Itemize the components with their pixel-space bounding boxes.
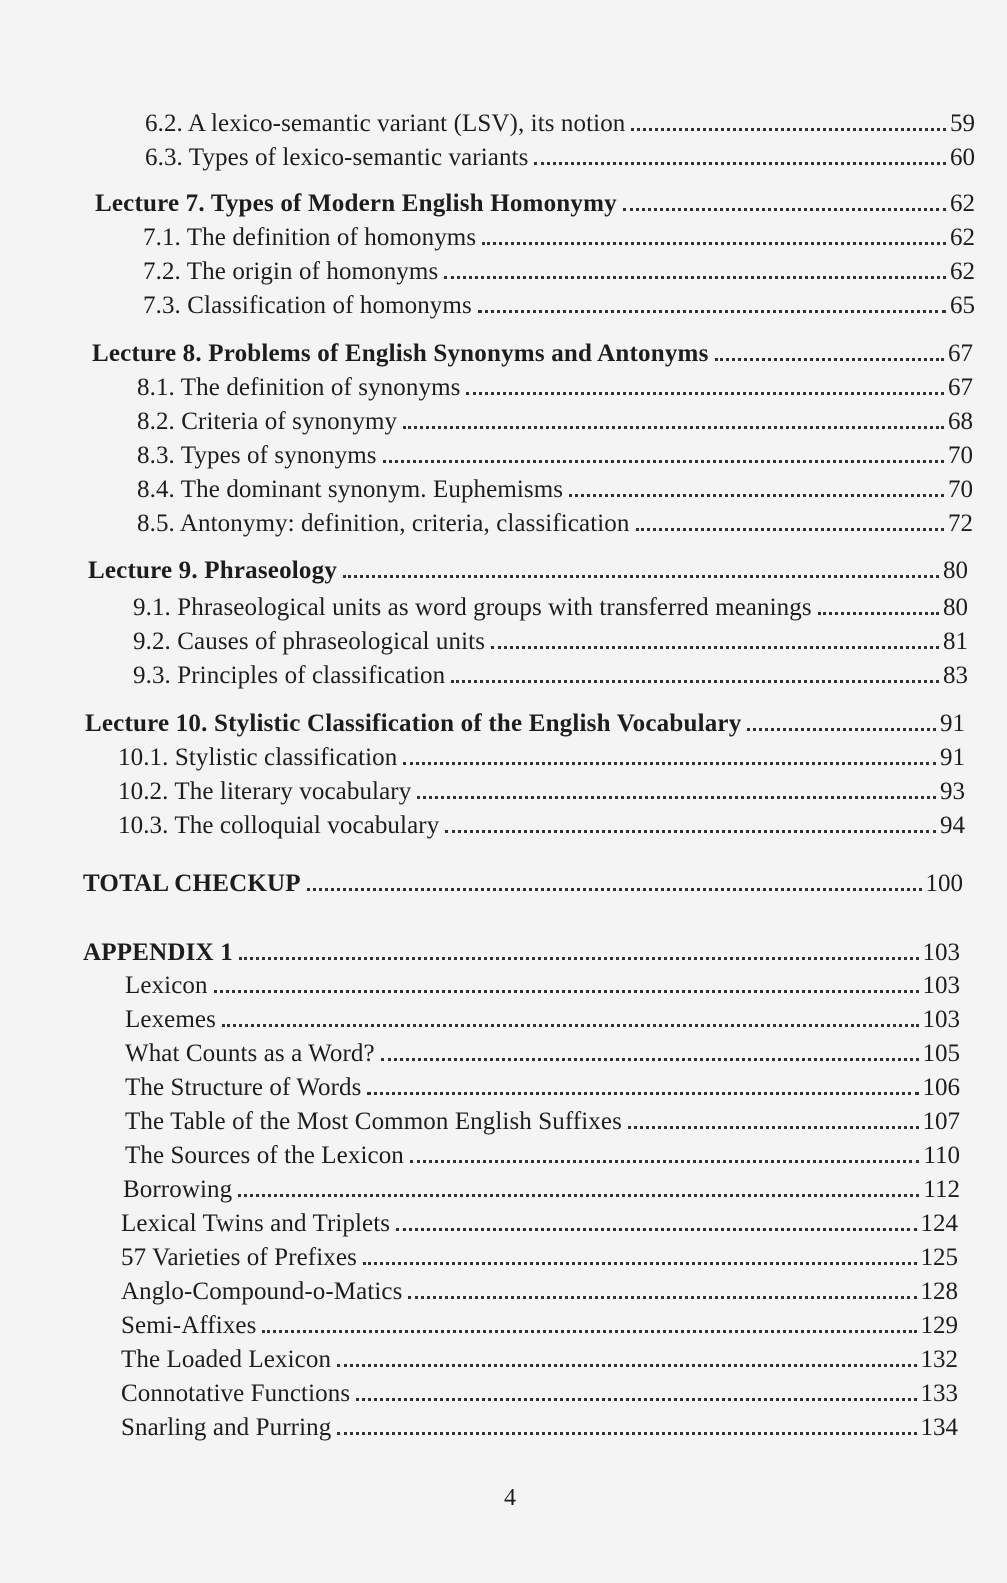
- toc-entry: [121, 1206, 958, 1239]
- toc-entry: [118, 774, 965, 807]
- toc-entry-title: Lecture 8. Problems of English Synonyms and Antonyms: [92, 340, 709, 367]
- toc-leader-dots: [343, 553, 939, 578]
- toc-entry-title: Borrowing: [123, 1176, 233, 1203]
- toc-entry-title: APPENDIX 1: [83, 939, 233, 966]
- toc-entry-title: Lecture 9. Phraseology: [88, 557, 338, 584]
- toc-leader-dots: [636, 506, 945, 531]
- toc-leader-dots: [408, 1274, 916, 1299]
- toc-entry-page: 94: [940, 812, 965, 839]
- toc-entry-title: Connotative Functions: [121, 1380, 351, 1407]
- toc-leader-dots: [569, 472, 944, 497]
- toc-entry-title: 8.4. The dominant synonym. Euphemisms: [137, 476, 564, 503]
- toc-entry-title: 9.3. Principles of classification: [133, 662, 446, 689]
- toc-entry-page: 134: [920, 1414, 958, 1441]
- toc-entry-title: Lecture 7. Types of Modern English Homonymy: [95, 190, 617, 217]
- toc-leader-dots: [367, 1070, 918, 1095]
- toc-leader-dots: [445, 808, 936, 833]
- toc-entry-page: 62: [950, 224, 975, 251]
- toc-leader-dots: [356, 1376, 916, 1401]
- toc-entry-title: 9.1. Phraseological units as word groups with transferred meanings: [133, 594, 812, 621]
- toc-entry-page: 110: [923, 1142, 960, 1169]
- toc-entry-page: 67: [948, 374, 973, 401]
- toc-entry-title: 6.3. Types of lexico-semantic variants: [145, 144, 529, 171]
- toc-leader-dots: [466, 370, 944, 395]
- toc-leader-dots: [307, 866, 922, 891]
- toc-entry: [145, 140, 975, 173]
- toc-entry: [133, 658, 968, 691]
- toc-entry: [137, 472, 973, 505]
- toc-leader-dots: [363, 1240, 917, 1265]
- toc-entry-title: 10.2. The literary vocabulary: [118, 778, 412, 805]
- toc-entry: [137, 370, 973, 403]
- toc-leader-dots: [482, 220, 946, 245]
- toc-entry-title: 8.3. Types of synonyms: [137, 442, 377, 469]
- toc-entry-page: 129: [920, 1312, 958, 1339]
- toc-entry-page: 133: [920, 1380, 958, 1407]
- toc-leader-dots: [444, 254, 946, 279]
- toc-entry-page: 103: [922, 1006, 960, 1033]
- toc-leader-dots: [238, 1172, 919, 1197]
- toc-entry-page: 103: [922, 972, 960, 999]
- toc-lecture-heading: [92, 336, 973, 369]
- toc-entry-title: TOTAL CHECKUP: [83, 870, 301, 897]
- toc-leader-dots: [818, 590, 939, 615]
- toc-section-heading: [83, 935, 960, 968]
- toc-entry: [143, 220, 975, 253]
- toc-entry: [143, 254, 975, 287]
- toc-lecture-heading: [88, 553, 968, 586]
- toc-entry-page: 91: [940, 710, 965, 737]
- toc-leader-dots: [222, 1002, 919, 1027]
- toc-entry-title: 8.2. Criteria of synonymy: [137, 408, 398, 435]
- toc-entry-title: Anglo-Compound-o-Matics: [121, 1278, 403, 1305]
- toc-entry-page: 125: [920, 1244, 958, 1271]
- toc-entry-title: The Structure of Words: [125, 1074, 362, 1101]
- toc-entry: [125, 1036, 960, 1069]
- toc-entry: [125, 1070, 960, 1103]
- toc-entry: [121, 1342, 958, 1375]
- toc-leader-dots: [239, 935, 919, 960]
- toc-entry-page: 105: [922, 1040, 960, 1067]
- toc-entry-page: 106: [922, 1074, 960, 1101]
- toc-entry-title: 8.1. The definition of synonyms: [137, 374, 461, 401]
- toc-entry-page: 70: [948, 476, 973, 503]
- toc-lecture-heading: [85, 706, 965, 739]
- toc-entry-page: 132: [920, 1346, 958, 1373]
- toc-leader-dots: [214, 968, 919, 993]
- toc-leader-dots: [337, 1342, 916, 1367]
- toc-leader-dots: [410, 1138, 920, 1163]
- toc-entry: [125, 968, 960, 1001]
- toc-entry-title: Snarling and Purring: [121, 1414, 332, 1441]
- toc-entry-page: 100: [925, 870, 963, 897]
- toc-entry-title: Lexicon: [125, 972, 208, 999]
- toc-entry: [123, 1172, 960, 1205]
- toc-entry-page: 68: [948, 408, 973, 435]
- toc-leader-dots: [396, 1206, 916, 1231]
- toc-entry: [143, 288, 975, 321]
- toc-entry: [137, 438, 973, 471]
- toc-entry-title: What Counts as a Word?: [125, 1040, 375, 1067]
- toc-entry-title: 7.1. The definition of homonyms: [143, 224, 477, 251]
- toc-leader-dots: [417, 774, 936, 799]
- toc-leader-dots: [534, 140, 946, 165]
- toc-entry-title: Lexemes: [125, 1006, 216, 1033]
- toc-lecture-heading: [95, 186, 975, 219]
- toc-entry-title: 7.2. The origin of homonyms: [143, 258, 439, 285]
- toc-entry-page: 103: [922, 939, 960, 966]
- toc-leader-dots: [623, 186, 946, 211]
- toc-entry-title: 10.3. The colloquial vocabulary: [118, 812, 440, 839]
- toc-entry: [125, 1138, 960, 1171]
- toc-entry-title: Semi-Affixes: [121, 1312, 257, 1339]
- toc-leader-dots: [628, 1104, 919, 1129]
- toc-entry-page: 72: [948, 510, 973, 537]
- toc-leader-dots: [451, 658, 939, 683]
- toc-entry: [121, 1410, 958, 1443]
- toc-entry-page: 93: [940, 778, 965, 805]
- toc-entry: [125, 1104, 960, 1137]
- toc-entry-page: 62: [950, 190, 975, 217]
- toc-entry-title: The Table of the Most Common English Suffixes: [125, 1108, 622, 1135]
- toc-entry-title: 8.5. Antonymy: definition, criteria, classification: [137, 510, 630, 537]
- toc-entry-page: 60: [950, 144, 975, 171]
- toc-entry-page: 107: [922, 1108, 960, 1135]
- toc-entry-page: 83: [943, 662, 968, 689]
- toc-entry: [118, 740, 965, 773]
- toc-entry: [145, 106, 975, 139]
- toc-entry: [121, 1308, 958, 1341]
- toc-leader-dots: [715, 336, 944, 361]
- toc-leader-dots: [383, 438, 944, 463]
- toc-entry: [121, 1376, 958, 1409]
- toc-entry-page: 81: [943, 628, 968, 655]
- toc-entry: [137, 404, 973, 437]
- toc-section-heading: [83, 866, 963, 899]
- toc-entry-page: 70: [948, 442, 973, 469]
- toc-entry-title: 6.2. A lexico-semantic variant (LSV), its notion: [145, 110, 626, 137]
- page-number: 4: [504, 1485, 516, 1511]
- toc-entry-title: 10.1. Stylistic classification: [118, 744, 398, 771]
- toc-entry: [121, 1240, 958, 1273]
- toc-entry-page: 112: [923, 1176, 960, 1203]
- toc-entry-title: 57 Varieties of Prefixes: [121, 1244, 357, 1271]
- toc-entry-page: 80: [943, 557, 968, 584]
- toc-entry-page: 128: [920, 1278, 958, 1305]
- toc-entry-page: 59: [950, 110, 975, 137]
- toc-leader-dots: [478, 288, 946, 313]
- toc-leader-dots: [747, 706, 936, 731]
- toc-entry-title: Lexical Twins and Triplets: [121, 1210, 391, 1237]
- toc-entry: [118, 808, 965, 841]
- toc-entry-title: The Loaded Lexicon: [121, 1346, 332, 1373]
- toc-entry-title: Lecture 10. Stylistic Classification of the English Vocabulary: [85, 710, 742, 737]
- toc-entry-page: 80: [943, 594, 968, 621]
- toc-leader-dots: [381, 1036, 919, 1061]
- toc-entry-page: 67: [948, 340, 973, 367]
- toc-leader-dots: [337, 1410, 916, 1435]
- toc-entry-page: 91: [940, 744, 965, 771]
- toc-entry: [133, 590, 968, 623]
- toc-entry-title: 7.3. Classification of homonyms: [143, 292, 472, 319]
- toc-entry-page: 124: [920, 1210, 958, 1237]
- toc-entry: [121, 1274, 958, 1307]
- toc-entry-page: 62: [950, 258, 975, 285]
- toc-leader-dots: [403, 740, 936, 765]
- toc-entry: [133, 624, 968, 657]
- toc-leader-dots: [631, 106, 946, 131]
- toc-entry-title: 9.2. Causes of phraseological units: [133, 628, 486, 655]
- toc-leader-dots: [262, 1308, 916, 1333]
- toc-entry-title: The Sources of the Lexicon: [125, 1142, 404, 1169]
- toc-entry: [137, 506, 973, 539]
- toc-leader-dots: [403, 404, 944, 429]
- toc-entry-page: 65: [950, 292, 975, 319]
- toc-leader-dots: [491, 624, 939, 649]
- toc-entry: [125, 1002, 960, 1035]
